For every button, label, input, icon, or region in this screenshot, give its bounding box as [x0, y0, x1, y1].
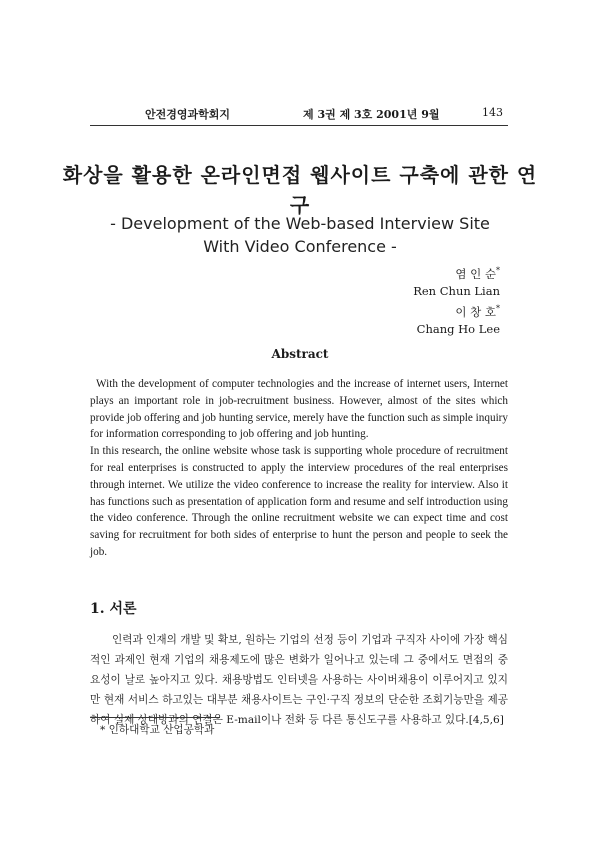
author-affiliation-footnote: * 인하대학교 산업공학과	[100, 724, 215, 736]
journal-name: 안전경영과학회지	[145, 108, 231, 121]
running-header	[145, 106, 503, 124]
title-english-line-2: With Video Conference -	[203, 237, 397, 256]
section-body-introduction: 인력과 인재의 개발 및 확보, 원하는 기업의 선정 등이 기업과 구직자 사이에 가장 핵심적인 과제인 현재 기업의 채용제도에 많은 변화가 일어나고 있는데 그 중에서도 면접의 중요성이 날로 높아지고 있다. 채용방법도 인터넷을 사용하는 사이버채용이 이루어지고 있지만 현재 서비스 하고있는 대부분 채용사이트는 구인·구직 정보의 단순한 조회기능만을 제공하여 실제 상대방과의 연결은 E-mail이나 전화 등 다른 통신도구를 사용하고 있다.[4,5,6]	[90, 634, 508, 726]
paper-title-korean: 화상을 활용한 온라인면접 웹사이트 구축에 관한 연구	[62, 163, 538, 217]
header-divider	[90, 125, 508, 126]
paper-title-english	[60, 212, 540, 258]
abstract-heading: Abstract	[271, 347, 329, 361]
title-english-line-1: - Development of the Web-based Interview Site	[110, 214, 490, 233]
abstract-paragraph-1: With the development of computer technologies and the increase of internet users, Internet plays an important role in job-recruitment business. However, almost of the sites which provide job offering and job hunting service, merely have the function such as simple inquiry for information corresponding to job offering and job hunting.	[90, 378, 508, 441]
section-heading-introduction: 1. 서론	[90, 601, 137, 617]
author-1-english: Ren Chun Lian	[413, 283, 500, 298]
abstract-paragraph-2: In this research, the online website whose task is supporting whole procedure of recruitment for real enterprises is constructed to apply the interview procedures of the real enterprises through internet. We utilize the video conference to increase the reality for interview. Also it has functions such as presentation of application form and resume and self introduction using the video conference. Through the online recruitment website we can expect time and cost saving for recruitment for both sides of enterprise to hunt the person and people to seek the job.	[90, 445, 508, 558]
abstract-body	[90, 376, 508, 561]
author-2-english: Chang Ho Lee	[416, 321, 500, 336]
issue-info: 제 3권 제 3호 2001년 9월	[303, 108, 440, 121]
author-block	[300, 262, 500, 338]
author-2-korean: 이 창 호*	[455, 303, 500, 319]
footnote-divider	[90, 717, 220, 718]
author-1-korean: 염 인 순*	[455, 266, 500, 281]
page-number: 143	[482, 106, 503, 119]
